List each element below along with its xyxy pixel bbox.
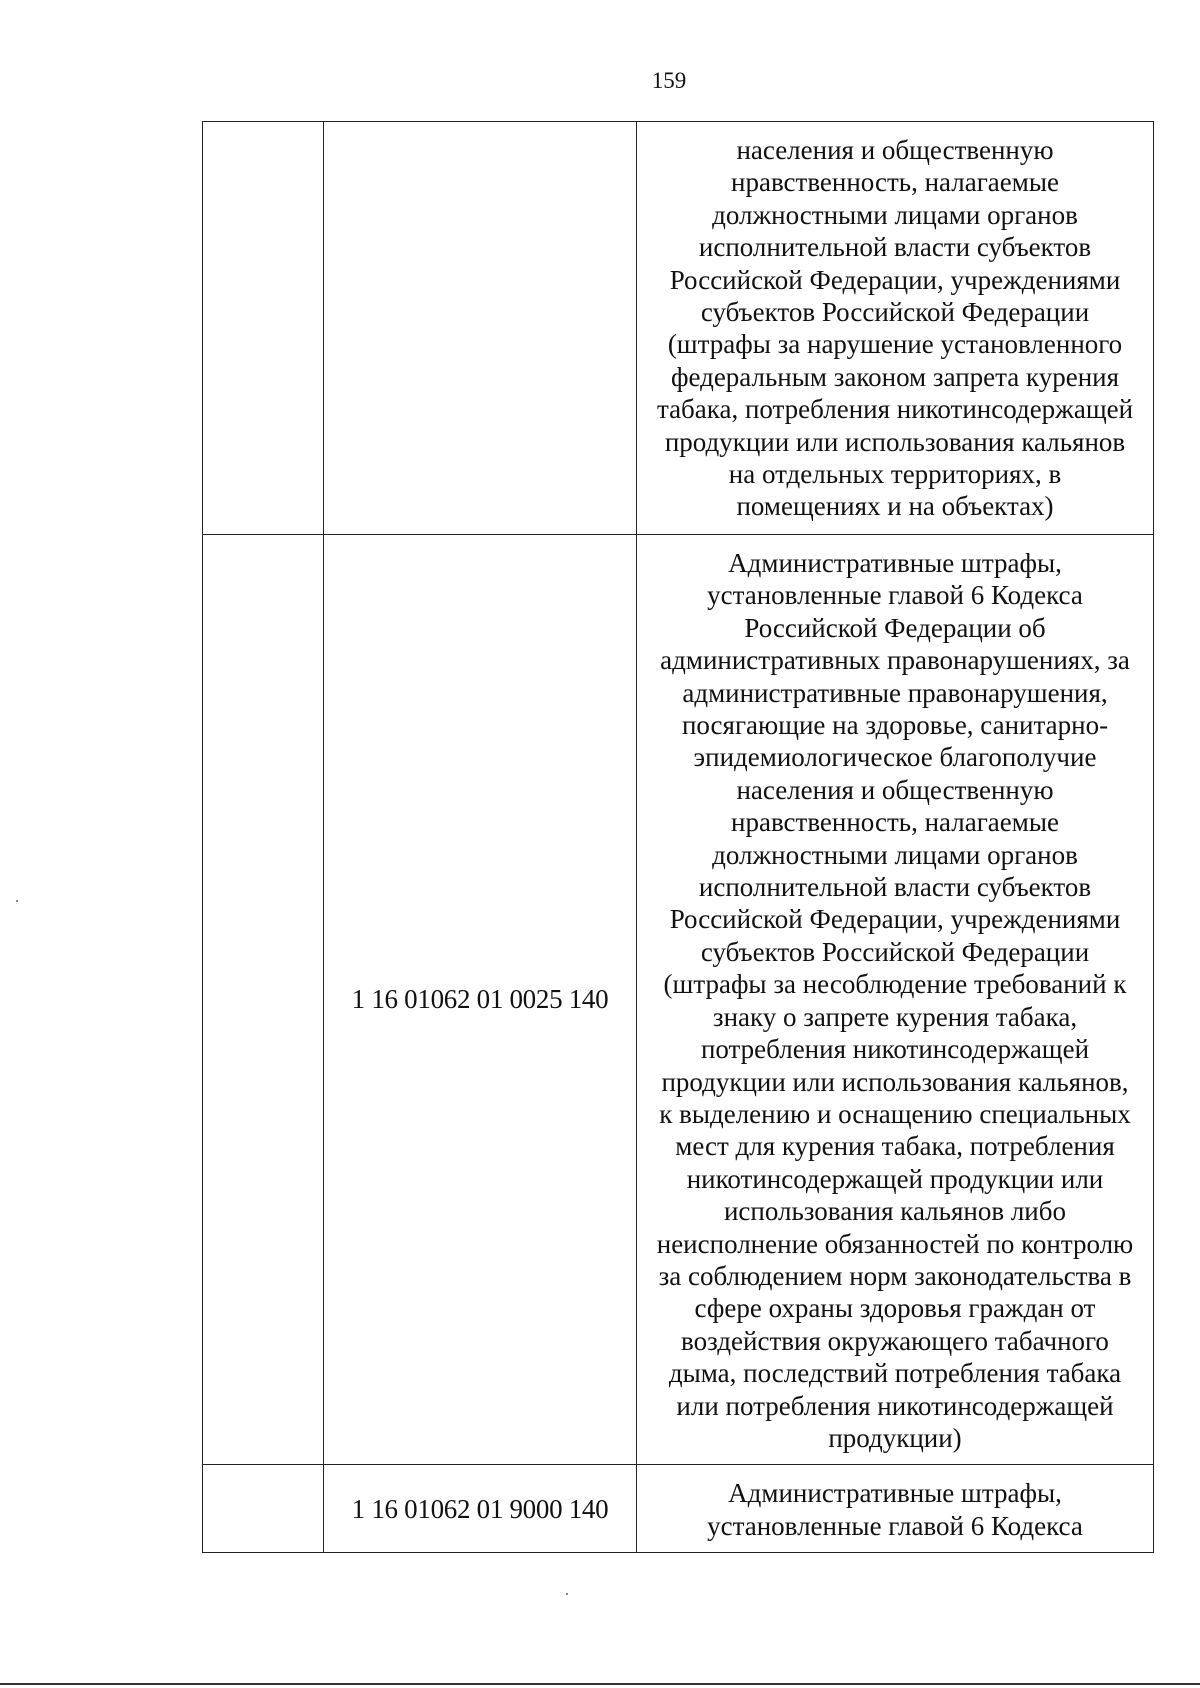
description-line: субъектов Российской Федерации <box>700 936 1090 967</box>
description-line: дыма, последствий потребления табака <box>668 1358 1122 1389</box>
description-line: воздействия окружающего табачного <box>681 1325 1109 1356</box>
description-line: (штрафы за нарушение установленного <box>667 329 1123 360</box>
table-row <box>203 122 1154 535</box>
description-line: мест для курения табака, потребления <box>675 1131 1115 1162</box>
description-line: административных правонарушениях, за <box>660 645 1130 676</box>
scan-speck <box>16 900 18 902</box>
description-line: Административные штрафы, <box>728 1478 1062 1509</box>
description-line: продукции или использования кальянов <box>664 426 1126 457</box>
description-line: Административные штрафы, <box>728 548 1062 578</box>
description-line: сфере охраны здоровья граждан от <box>694 1293 1096 1324</box>
description-line: Российской Федерации, учреждениями <box>669 904 1121 935</box>
description-line: (штрафы за несоблюдение требований к <box>663 969 1127 1000</box>
description-line: посягающие на здоровье, санитарно- <box>681 710 1109 741</box>
table-body <box>203 122 1154 1553</box>
description-line: никотинсодержащей продукции или <box>686 1163 1104 1194</box>
classification-code-cell: 1 16 01062 01 9000 140 <box>324 1465 637 1553</box>
description-line: исполнительной власти субъектов <box>698 232 1092 263</box>
description-line: субъектов Российской Федерации <box>700 297 1090 328</box>
page-bottom-rule <box>0 1683 1200 1685</box>
description-line: исполнительной власти субъектов <box>698 872 1092 903</box>
description-line: эпидемиологическое благополучие <box>693 742 1097 773</box>
description-line: неисполнение обязанностей по контролю <box>656 1228 1134 1259</box>
blank-cell <box>203 1465 324 1553</box>
classification-code-cell: 1 16 01062 01 0025 140 <box>324 535 637 1465</box>
description-line: нравственность, налагаемые <box>731 807 1059 838</box>
description-line: должностными лицами органов <box>712 839 1078 870</box>
description-line: Российской Федерации, учреждениями <box>669 264 1121 295</box>
description-line: использования кальянов либо <box>723 1196 1066 1227</box>
description-line: помещениях и на объектах) <box>736 491 1054 522</box>
description-line: продукции или использования кальянов, <box>661 1066 1129 1097</box>
budget-classification-table <box>202 121 1154 1553</box>
blank-cell <box>203 122 324 535</box>
description-line: на отдельных территориях, в <box>728 459 1062 490</box>
description-line: потребления никотинсодержащей <box>700 1034 1090 1065</box>
description-line: табака, потребления никотинсодержащей <box>656 394 1134 425</box>
description-line: продукции) <box>828 1422 962 1453</box>
table-row <box>203 1465 1154 1553</box>
description-line: должностными лицами органов <box>712 199 1078 230</box>
description-cell <box>637 1465 1154 1553</box>
classification-code-cell <box>324 122 637 535</box>
description-cell <box>637 122 1154 535</box>
description-line: административные правонарушения, <box>682 677 1108 708</box>
description-line: знаку о запрете курения табака, <box>712 1001 1078 1032</box>
description-line: населения и общественную <box>736 135 1054 165</box>
description-line: нравственность, налагаемые <box>731 167 1059 198</box>
description-line: или потребления никотинсодержащей <box>676 1390 1114 1421</box>
description-cell <box>637 535 1154 1465</box>
description-line: к выделению и оснащению специальных <box>659 1098 1131 1129</box>
description-line: федеральным законом запрета курения <box>670 361 1120 392</box>
description-line: установленные главой 6 Кодекса <box>707 1510 1083 1541</box>
page-number: 159 <box>651 68 687 93</box>
scan-speck <box>566 1593 568 1595</box>
blank-cell <box>203 535 324 1465</box>
description-line: за соблюдением норм законодательства в <box>658 1260 1132 1291</box>
description-line: установленные главой 6 Кодекса <box>707 580 1083 611</box>
description-line: населения и общественную <box>736 774 1054 805</box>
description-line: Российской Федерации об <box>744 612 1046 643</box>
table-row <box>203 535 1154 1465</box>
